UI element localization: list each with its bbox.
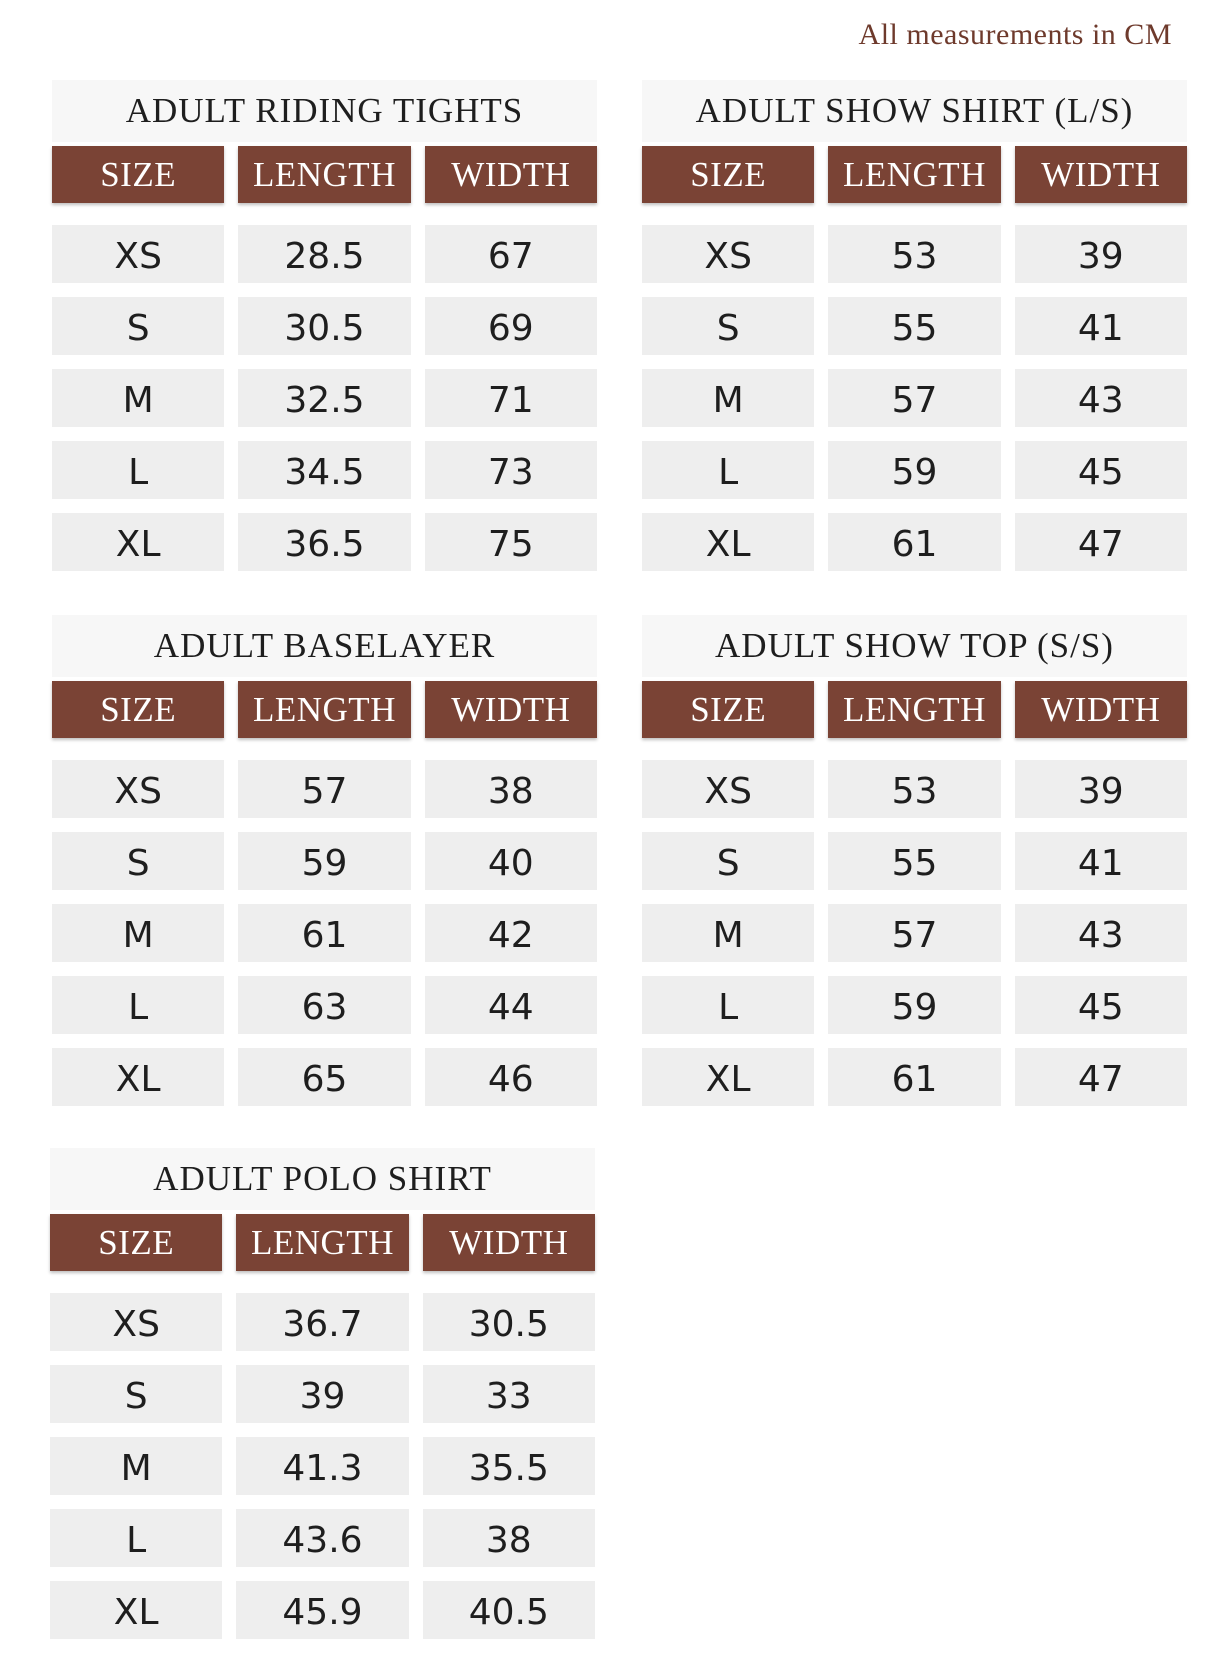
width-cell: 33 [423,1365,595,1423]
length-cell: 36.7 [236,1293,408,1351]
size-cell: L [50,1509,222,1567]
table-adult-show-top-ss [642,615,1187,1120]
width-cell: 40.5 [423,1581,595,1639]
size-cell: XS [642,225,814,283]
size-cell: S [642,297,814,355]
width-cell: 38 [423,1509,595,1567]
length-cell: 30.5 [238,297,410,355]
table-row [642,369,1187,427]
table-row [52,904,597,962]
table-body [642,225,1187,571]
width-cell: 46 [425,1048,597,1106]
table-row [50,1581,595,1639]
table-row [52,369,597,427]
width-cell: 30.5 [423,1293,595,1351]
header-length: LENGTH [238,681,410,738]
size-cell: S [52,832,224,890]
width-cell: 44 [425,976,597,1034]
header-width: WIDTH [1015,681,1187,738]
length-cell: 57 [828,369,1000,427]
header-size: SIZE [642,681,814,738]
size-cell: L [52,976,224,1034]
width-cell: 35.5 [423,1437,595,1495]
measurements-note: All measurements in CM [858,18,1172,51]
length-cell: 41.3 [236,1437,408,1495]
table-row [642,441,1187,499]
length-cell: 59 [238,832,410,890]
table-row [52,832,597,890]
table-adult-show-shirt-ls [642,80,1187,585]
width-cell: 45 [1015,441,1187,499]
size-cell: M [50,1437,222,1495]
width-cell: 43 [1015,904,1187,962]
length-cell: 63 [238,976,410,1034]
header-length: LENGTH [828,146,1000,203]
length-cell: 36.5 [238,513,410,571]
length-cell: 45.9 [236,1581,408,1639]
table-body [52,760,597,1106]
width-cell: 71 [425,369,597,427]
size-cell: L [52,441,224,499]
table-row [52,225,597,283]
header-width: WIDTH [425,681,597,738]
width-cell: 41 [1015,832,1187,890]
table-body [642,760,1187,1106]
header-size: SIZE [52,146,224,203]
length-cell: 59 [828,441,1000,499]
size-cell: L [642,976,814,1034]
size-cell: M [52,904,224,962]
table-row [642,760,1187,818]
table-row [52,297,597,355]
width-cell: 41 [1015,297,1187,355]
header-row [642,681,1187,738]
length-cell: 61 [238,904,410,962]
table-row [642,513,1187,571]
width-cell: 69 [425,297,597,355]
table-row [642,976,1187,1034]
length-cell: 57 [238,760,410,818]
width-cell: 73 [425,441,597,499]
length-cell: 53 [828,760,1000,818]
header-row [50,1214,595,1271]
length-cell: 57 [828,904,1000,962]
width-cell: 39 [1015,225,1187,283]
size-cell: XS [52,225,224,283]
size-cell: XS [642,760,814,818]
size-cell: XL [52,1048,224,1106]
table-title: ADULT BASELAYER [52,615,597,677]
table-row [642,1048,1187,1106]
width-cell: 40 [425,832,597,890]
size-cell: XL [642,513,814,571]
length-cell: 53 [828,225,1000,283]
table-row [642,832,1187,890]
size-cell: M [52,369,224,427]
width-cell: 47 [1015,513,1187,571]
length-cell: 32.5 [238,369,410,427]
width-cell: 45 [1015,976,1187,1034]
size-cell: XS [52,760,224,818]
table-row [642,225,1187,283]
length-cell: 65 [238,1048,410,1106]
size-cell: M [642,904,814,962]
width-cell: 39 [1015,760,1187,818]
length-cell: 59 [828,976,1000,1034]
width-cell: 43 [1015,369,1187,427]
length-cell: 28.5 [238,225,410,283]
length-cell: 61 [828,1048,1000,1106]
header-width: WIDTH [1015,146,1187,203]
table-row [50,1365,595,1423]
table-row [50,1509,595,1567]
table-title: ADULT SHOW TOP (S/S) [642,615,1187,677]
table-adult-riding-tights [52,80,597,585]
table-row [50,1293,595,1351]
length-cell: 55 [828,297,1000,355]
size-cell: S [50,1365,222,1423]
table-title: ADULT SHOW SHIRT (L/S) [642,80,1187,142]
length-cell: 39 [236,1365,408,1423]
length-cell: 43.6 [236,1509,408,1567]
table-row [52,513,597,571]
header-row [52,681,597,738]
header-width: WIDTH [425,146,597,203]
table-row [52,1048,597,1106]
size-cell: XL [52,513,224,571]
table-row [52,441,597,499]
size-cell: XL [50,1581,222,1639]
table-title: ADULT POLO SHIRT [50,1148,595,1210]
header-row [52,146,597,203]
size-cell: S [642,832,814,890]
length-cell: 34.5 [238,441,410,499]
table-adult-polo-shirt [50,1148,595,1653]
table-row [50,1437,595,1495]
width-cell: 47 [1015,1048,1187,1106]
header-size: SIZE [52,681,224,738]
width-cell: 67 [425,225,597,283]
table-row [642,297,1187,355]
width-cell: 42 [425,904,597,962]
length-cell: 55 [828,832,1000,890]
table-row [52,976,597,1034]
table-title: ADULT RIDING TIGHTS [52,80,597,142]
size-cell: S [52,297,224,355]
width-cell: 75 [425,513,597,571]
header-length: LENGTH [238,146,410,203]
table-body [50,1293,595,1639]
size-cell: L [642,441,814,499]
header-width: WIDTH [423,1214,595,1271]
table-row [52,760,597,818]
header-row [642,146,1187,203]
header-size: SIZE [50,1214,222,1271]
header-length: LENGTH [236,1214,408,1271]
table-row [642,904,1187,962]
width-cell: 38 [425,760,597,818]
length-cell: 61 [828,513,1000,571]
header-size: SIZE [642,146,814,203]
table-body [52,225,597,571]
size-cell: XS [50,1293,222,1351]
size-cell: M [642,369,814,427]
size-cell: XL [642,1048,814,1106]
header-length: LENGTH [828,681,1000,738]
table-adult-baselayer [52,615,597,1120]
